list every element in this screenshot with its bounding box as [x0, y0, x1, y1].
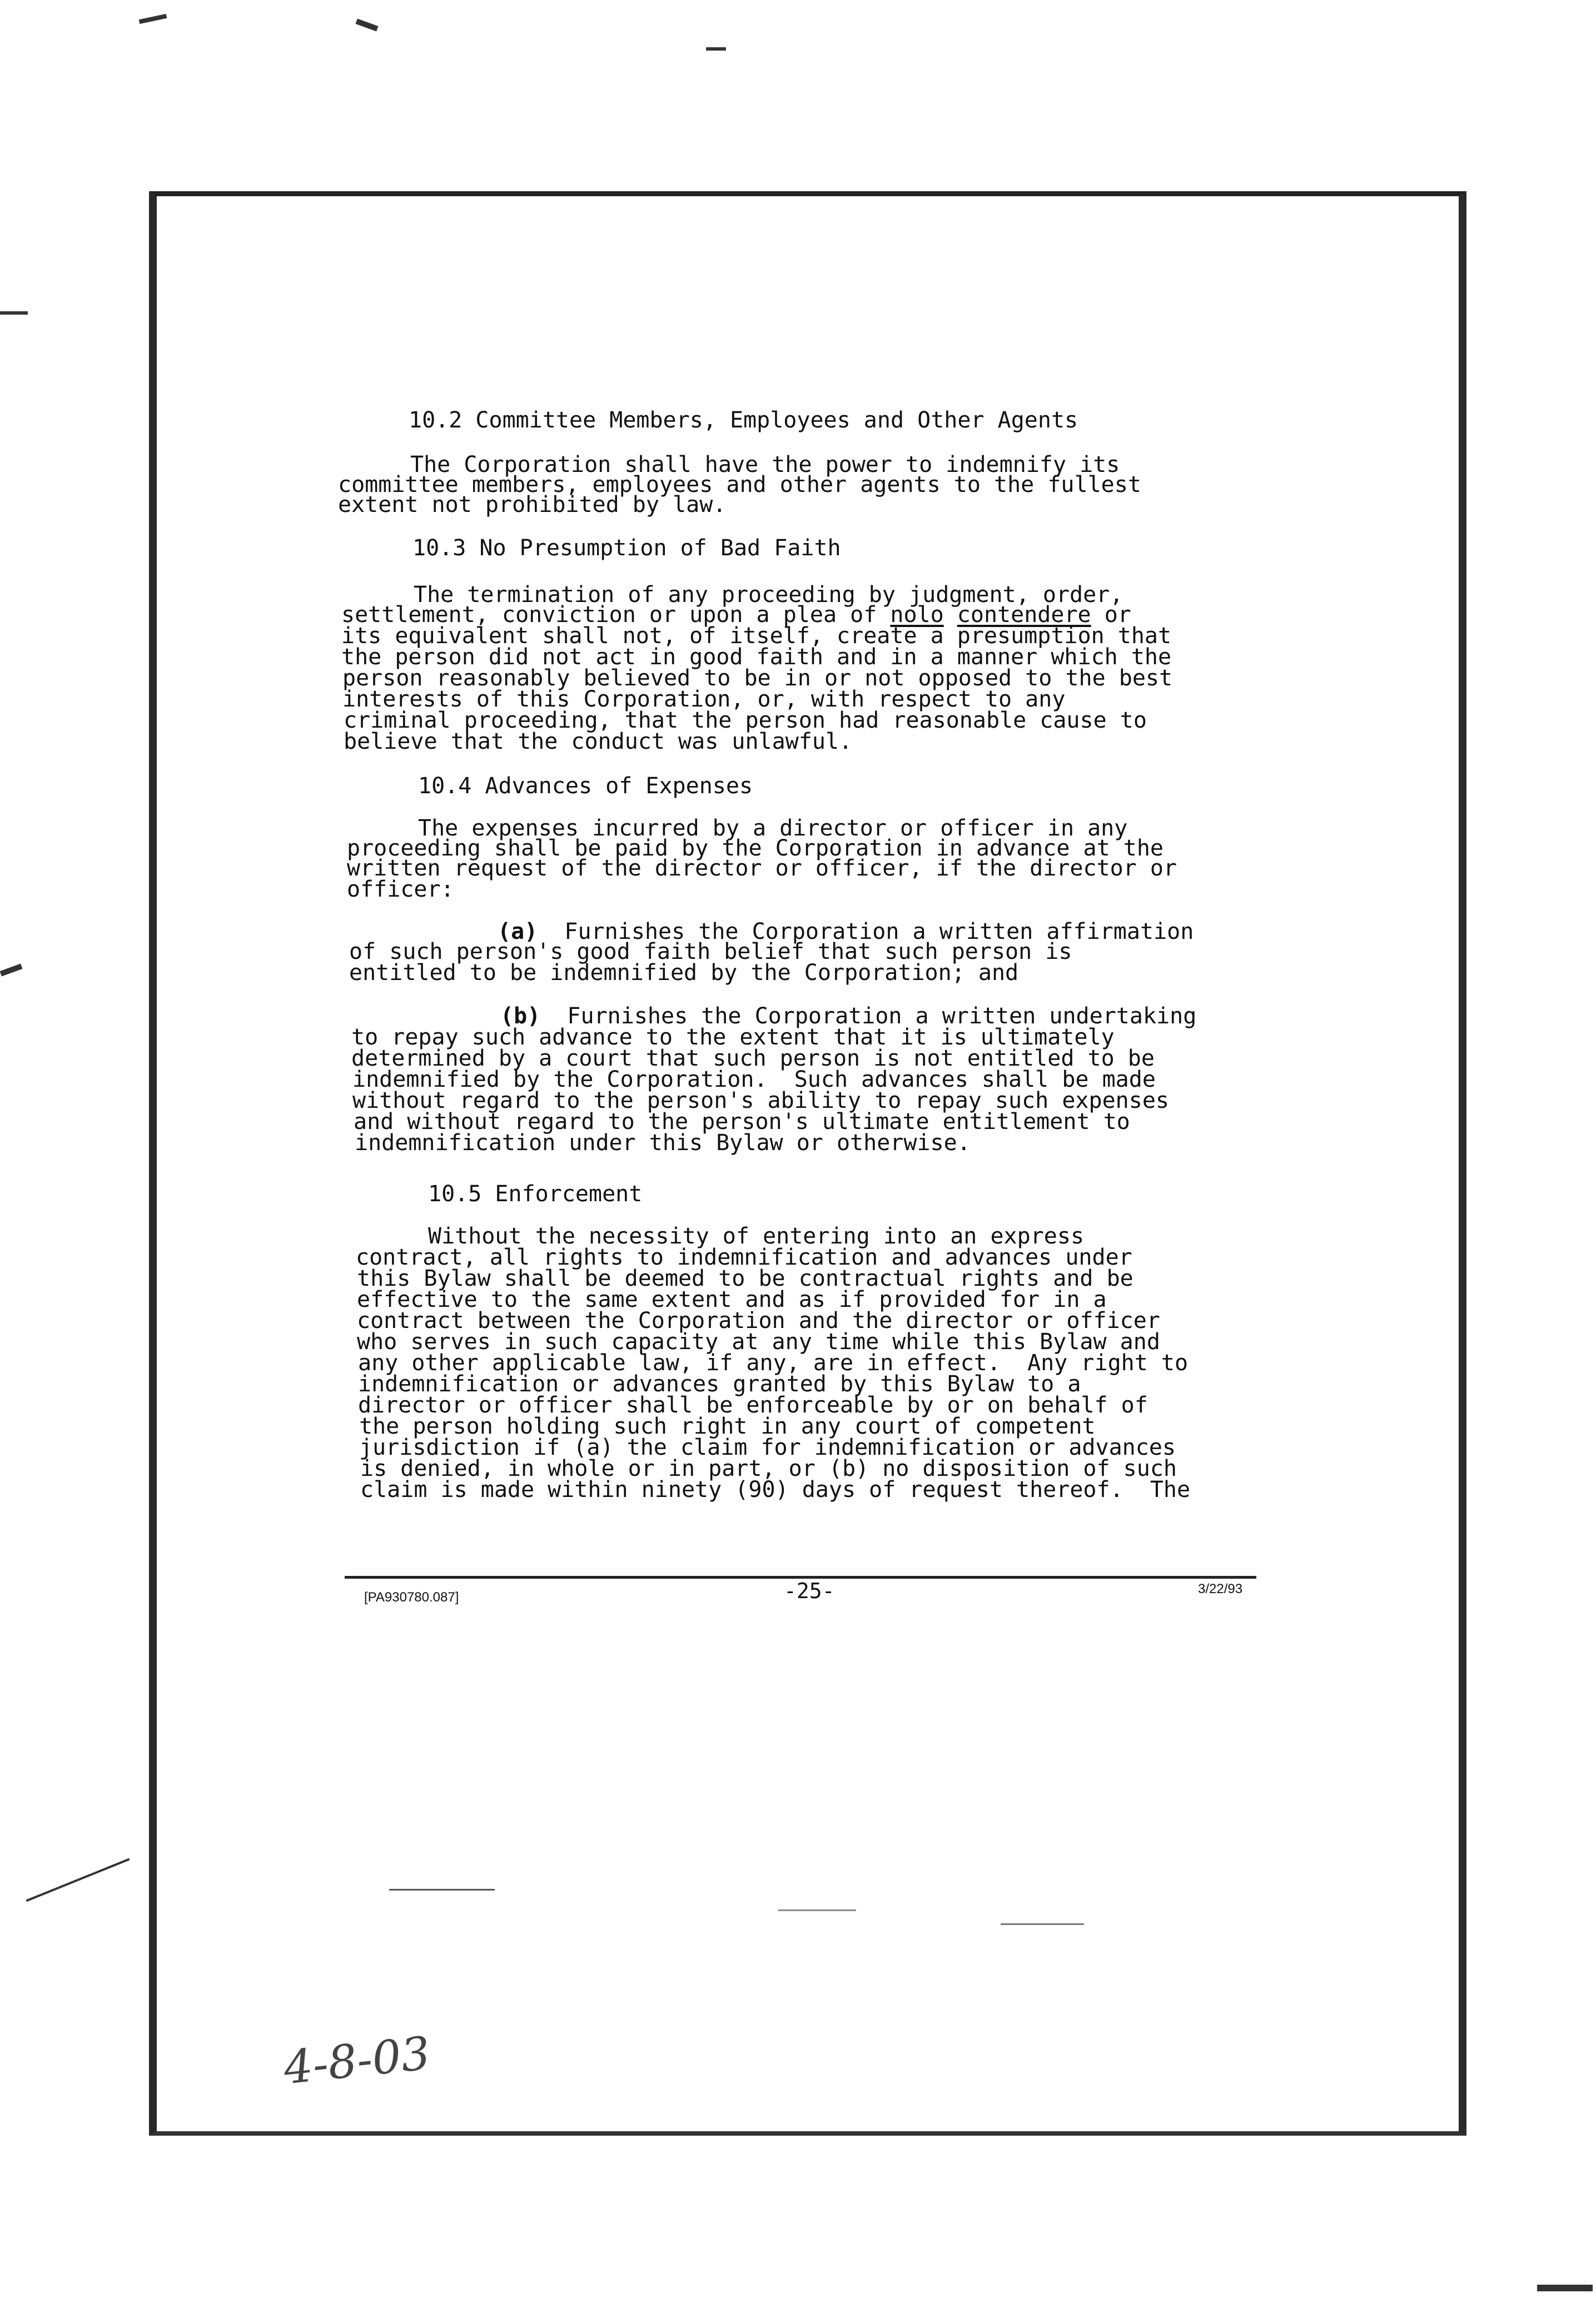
latin-term-contendere: contendere — [957, 602, 1091, 628]
body-line: is denied, in whole or in part, or (b) no disposition of such — [360, 1456, 1177, 1481]
body-line: claim is made within ninety (90) days of request thereof. The — [360, 1477, 1191, 1503]
body-line: contract, all rights to indemnification and advances under — [356, 1245, 1132, 1270]
page-number: -25- — [784, 1579, 835, 1603]
body-line: interests of this Corporation, or, with respect to any — [342, 687, 1066, 712]
body-line: written request of the director or officer, if the director or — [347, 855, 1177, 881]
scan-mark — [778, 1909, 856, 1911]
body-line: indemnified by the Corporation. Such advances shall be made — [352, 1067, 1156, 1092]
body-line: who serves in such capacity at any time while this Bylaw and — [357, 1329, 1160, 1355]
body-line: without regard to the person's ability to repay such expenses — [352, 1088, 1170, 1113]
body-line: effective to the same extent and as if provided for in a — [357, 1287, 1107, 1312]
body-line: its equivalent shall not, of itself, create a presumption that — [341, 623, 1172, 649]
body-line: committee members, employees and other agents to the fullest — [338, 472, 1141, 498]
body-line: contract between the Corporation and the director or officer — [357, 1308, 1160, 1334]
footer-date: 3/22/93 — [1198, 1581, 1243, 1596]
body-line: criminal proceeding, that the person had reasonable cause to — [344, 708, 1147, 733]
body-line: person reasonably believed to be in or not opposed to the best — [342, 665, 1173, 691]
body-line: entitled to be indemnified by the Corporation; and — [349, 960, 1019, 986]
body-line: officer: — [347, 877, 454, 902]
scan-mark — [389, 1889, 495, 1891]
latin-term-nolo: nolo — [890, 602, 944, 628]
body-line: indemnification or advances granted by this Bylaw to a — [358, 1371, 1081, 1397]
list-item-b: (b) Furnishes the Corporation a written undertaking — [500, 1003, 1197, 1029]
body-line: determined by a court that such person is not entitled to be — [351, 1046, 1155, 1071]
footer-doc-id: [PA930780.087] — [364, 1590, 459, 1605]
body-line: believe that the conduct was unlawful. — [344, 729, 853, 754]
scan-mark — [139, 14, 167, 24]
body-line: The expenses incurred by a director or officer in any — [418, 815, 1128, 841]
section-heading-10-3: 10.3 No Presumption of Bad Faith — [412, 535, 841, 561]
body-line: director or officer shall be enforceable by or on behalf of — [358, 1392, 1148, 1418]
body-line: to repay such advance to the extent that it is ultimately — [351, 1024, 1115, 1050]
list-marker-b: (b) — [500, 1003, 541, 1029]
section-heading-10-2: 10.2 Committee Members, Employees and Other Agents — [409, 407, 1078, 433]
body-line: of such person's good faith belief that such person is — [349, 939, 1072, 964]
body-line: jurisdiction if (a) the claim for indemnification or advances — [359, 1435, 1176, 1460]
section-heading-10-4: 10.4 Advances of Expenses — [418, 773, 753, 799]
body-line: indemnification under this Bylaw or otherwise. — [355, 1130, 971, 1156]
scan-mark — [355, 18, 378, 31]
body-line-with-latin-phrase: settlement, conviction or upon a plea of nolo contendere or — [341, 602, 1131, 628]
handwritten-date: 4-8-03 — [281, 2027, 433, 2095]
scan-mark — [1001, 1923, 1084, 1925]
body-line: Without the necessity of entering into an express — [428, 1223, 1085, 1249]
scan-mark — [0, 311, 28, 315]
body-line: and without regard to the person's ultimate entitlement to — [354, 1109, 1130, 1135]
body-line: The termination of any proceeding by judgment, order, — [414, 582, 1123, 608]
body-line: The Corporation shall have the power to indemnify its — [410, 452, 1120, 477]
section-heading-10-5: 10.5 Enforcement — [428, 1181, 643, 1207]
list-item-a: (a) Furnishes the Corporation a written affirmation — [498, 919, 1194, 944]
body-line: the person did not act in good faith and in a manner which the — [341, 644, 1172, 670]
body-line: extent not prohibited by law. — [338, 492, 727, 518]
scan-mark — [26, 1858, 130, 1902]
scan-mark — [706, 47, 726, 51]
body-line: proceeding shall be paid by the Corporation in advance at the — [347, 835, 1164, 861]
list-marker-a: (a) — [498, 919, 538, 944]
body-line: any other applicable law, if any, are in effect. Any right to — [358, 1350, 1189, 1376]
body-line: the person holding such right in any court of competent — [359, 1414, 1096, 1439]
scan-mark — [0, 963, 23, 976]
scan-mark — [1537, 2285, 1593, 2291]
body-line: this Bylaw shall be deemed to be contractual rights and be — [357, 1266, 1133, 1291]
